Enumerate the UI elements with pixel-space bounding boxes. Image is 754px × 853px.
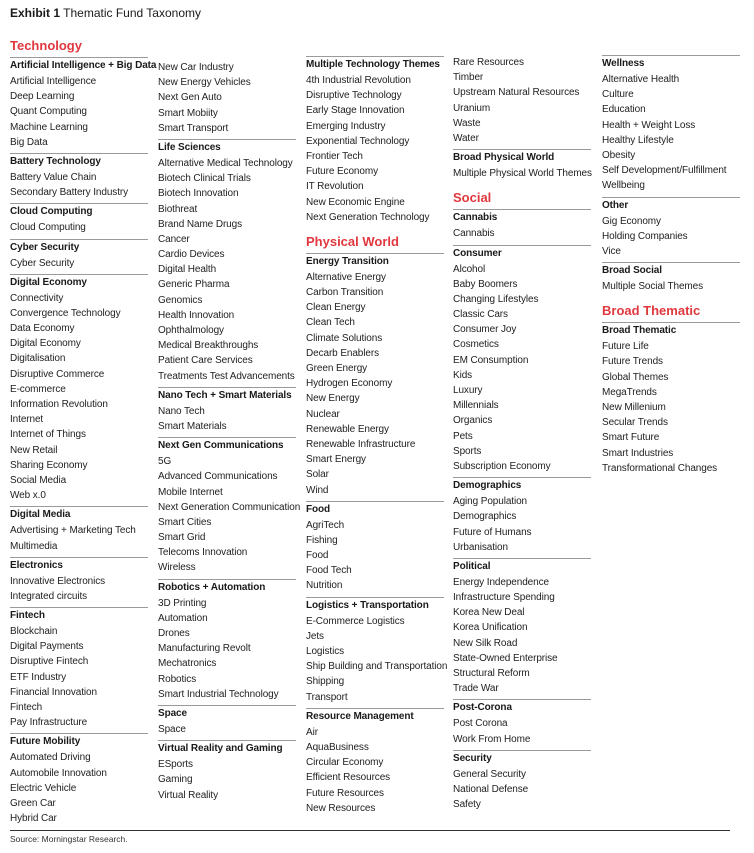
theme-item: New Economic Engine (306, 196, 405, 208)
theme-item: Nuclear (306, 408, 340, 420)
theme-group-nano-tech-smart-materials (158, 387, 296, 437)
theme-item: Urbanisation (453, 541, 508, 553)
theme-item: Gaming (158, 774, 193, 786)
theme-group-food (306, 501, 444, 597)
theme-list (306, 725, 444, 816)
theme-item: IT Revolution (306, 181, 364, 193)
theme-item: Circular Economy (306, 757, 384, 769)
theme-item: New Resources (306, 802, 376, 814)
group-heading-food: Food (306, 501, 444, 518)
theme-item: Food Tech (306, 565, 352, 577)
taxonomy-column-5 (602, 55, 740, 479)
theme-item: Safety (453, 799, 481, 811)
theme-item: Disruptive Technology (306, 90, 402, 102)
theme-item: Information Revolution (10, 399, 108, 410)
theme-item: Automation (158, 612, 208, 624)
theme-item: Vice (602, 245, 621, 257)
theme-item: Automated Driving (10, 752, 91, 764)
theme-item: Smart Future (602, 432, 660, 444)
theme-group-post-corona (453, 699, 591, 749)
theme-item: Mechatronics (158, 658, 217, 670)
theme-group-broad-thematic (602, 322, 740, 479)
theme-item: Future Life (602, 341, 649, 353)
theme-item: Secular Trends (602, 417, 668, 429)
group-heading-future-mobility: Future Mobility (10, 733, 148, 750)
group-heading-political: Political (453, 558, 591, 575)
theme-group-security (453, 750, 591, 816)
group-heading-other: Other (602, 197, 740, 214)
theme-group-cyber-security (10, 239, 148, 274)
theme-item: Cosmetics (453, 339, 499, 351)
theme-item: Medical Breakthroughs (158, 340, 259, 352)
theme-item: National Defense (453, 783, 529, 795)
theme-item: General Security (453, 768, 526, 780)
theme-item: Alternative Health (602, 74, 680, 85)
theme-item: Electric Vehicle (10, 782, 77, 794)
theme-item: Jets (306, 630, 324, 642)
theme-item: Ship Building and Transportation (306, 661, 448, 673)
theme-item: Secondary Battery Industry (10, 187, 129, 199)
theme-item: Treatments Test Advancements (158, 370, 295, 382)
theme-item: Kids (453, 369, 473, 381)
theme-group-artificial-intelligence-big-data (10, 57, 157, 153)
theme-item: MegaTrends (602, 386, 657, 398)
theme-item: Classic Cars (453, 309, 508, 321)
theme-group-wellness (602, 55, 740, 197)
theme-item: Pets (453, 430, 473, 442)
theme-item: Timber (453, 72, 484, 84)
theme-item: Waste (453, 117, 481, 129)
theme-group-continued (453, 55, 591, 149)
theme-item: Digital Economy (10, 338, 81, 350)
theme-list (602, 339, 740, 476)
theme-item: Infrastructure Spending (453, 592, 555, 604)
theme-list (10, 74, 148, 150)
theme-group-digital-media (10, 506, 148, 556)
theme-item: Digital Payments (10, 641, 84, 653)
theme-group-cloud-computing (10, 203, 148, 238)
taxonomy-column-3 (306, 56, 448, 819)
group-heading-energy-transition: Energy Transition (306, 253, 444, 270)
theme-item: Advertising + Marketing Tech (10, 525, 136, 537)
theme-item: Deep Learning (10, 91, 75, 103)
group-heading-logistics-transportation: Logistics + Transportation (306, 597, 444, 614)
theme-list (158, 596, 296, 702)
theme-item: Frontier Tech (306, 150, 363, 162)
theme-group-broad-physical-world (453, 149, 591, 184)
theme-item: Millennials (453, 400, 499, 412)
theme-item: Mobile Internet (158, 486, 223, 498)
theme-item: Internet of Things (10, 429, 86, 441)
theme-group-life-sciences (158, 139, 296, 387)
theme-group-logistics-transportation (306, 597, 448, 708)
theme-item: Renewable Energy (306, 423, 389, 435)
theme-item: Green Energy (306, 363, 368, 374)
theme-group-virtual-reality-and-gaming (158, 740, 296, 806)
theme-item: Water (453, 132, 479, 144)
theme-item: Financial Innovation (10, 686, 97, 698)
group-heading-cannabis: Cannabis (453, 209, 591, 226)
theme-item: E-Commerce Logistics (306, 615, 405, 627)
category-heading-broad-thematic: Broad Thematic (602, 303, 701, 319)
theme-item: Alternative Energy (306, 271, 386, 283)
theme-item: Health Innovation (158, 309, 235, 321)
category-heading-technology: Technology (10, 38, 82, 53)
theme-group-fintech (10, 607, 148, 733)
theme-item: Disruptive Commerce (10, 368, 105, 380)
theme-group-electronics (10, 557, 148, 607)
group-heading-security: Security (453, 750, 591, 767)
theme-item: New Energy (306, 393, 360, 405)
theme-item: Cardio Devices (158, 249, 225, 261)
exhibit-title-text: Thematic Fund Taxonomy (63, 6, 201, 20)
theme-item: Korea Unification (453, 622, 528, 634)
theme-list (158, 722, 296, 737)
taxonomy-column-4 (453, 55, 591, 815)
theme-item: Smart Transport (158, 122, 229, 134)
theme-item: Convergence Technology (10, 307, 121, 319)
theme-item: Blockchain (10, 626, 58, 638)
theme-group-consumer (453, 245, 591, 478)
theme-list (10, 750, 148, 826)
theme-item: Nano Tech (158, 405, 205, 417)
theme-item: Sharing Economy (10, 459, 88, 471)
theme-item: Quant Computing (10, 106, 87, 118)
theme-item: Generic Pharma (158, 279, 230, 291)
theme-item: Alcohol (453, 263, 486, 275)
theme-item: Digital Health (158, 264, 217, 276)
theme-item: Cloud Computing (10, 222, 86, 234)
theme-item: Smart Materials (158, 420, 227, 432)
theme-item: Machine Learning (10, 121, 88, 133)
theme-item: Hybrid Car (10, 813, 57, 825)
theme-item: Organics (453, 415, 493, 427)
group-heading-broad-physical-world: Broad Physical World (453, 149, 591, 166)
theme-item: Integrated circuits (10, 590, 88, 602)
theme-list (158, 60, 296, 136)
group-heading-resource-management: Resource Management (306, 708, 444, 725)
theme-item: Sports (453, 445, 482, 457)
theme-item: Aging Population (453, 496, 528, 508)
group-heading-post-corona: Post-Corona (453, 699, 591, 716)
theme-item: Smart Mobiity (158, 107, 218, 119)
theme-item: Telecoms Innovation (158, 547, 248, 559)
theme-item: Logistics (306, 646, 345, 657)
group-heading-digital-economy: Digital Economy (10, 274, 148, 291)
theme-item: Subscription Economy (453, 460, 551, 472)
theme-list (306, 518, 444, 594)
theme-list (10, 256, 148, 271)
theme-item: Culture (602, 89, 634, 101)
theme-item: Pay Infrastructure (10, 717, 88, 729)
theme-item: Manufacturing Revolt (158, 643, 251, 655)
exhibit-title (10, 6, 201, 20)
theme-item: Changing Lifestyles (453, 293, 539, 305)
theme-item: Demographics (453, 511, 517, 523)
theme-item: Drones (158, 628, 190, 639)
theme-item: Big Data (10, 136, 48, 148)
theme-item: E-commerce (10, 383, 66, 395)
group-heading-wellness: Wellness (602, 55, 740, 72)
theme-list (453, 767, 591, 813)
theme-item: Artificial Intelligence (10, 76, 97, 87)
taxonomy-column-2 (158, 60, 301, 806)
theme-item: Future of Humans (453, 526, 532, 538)
source-note: Source: Morningstar Research. (10, 834, 128, 844)
theme-group-other (602, 197, 740, 263)
theme-item: State-Owned Enterprise (453, 652, 558, 664)
theme-item: Solar (306, 469, 329, 481)
theme-item: Trade War (453, 683, 499, 695)
theme-item: Air (306, 726, 318, 738)
group-heading-space: Space (158, 705, 296, 722)
theme-list (306, 614, 448, 705)
theme-group-resource-management (306, 708, 444, 819)
theme-item: Next Generation Communication (158, 501, 301, 513)
theme-list (10, 291, 148, 504)
bottom-rule (10, 830, 730, 831)
theme-item: Emerging Industry (306, 120, 386, 132)
theme-item: Future Economy (306, 166, 378, 178)
theme-item: Work From Home (453, 733, 531, 745)
theme-item: Next Gen Auto (158, 92, 222, 104)
theme-list (10, 523, 148, 553)
theme-item: Patient Care Services (158, 355, 253, 367)
theme-item: New Silk Road (453, 637, 518, 649)
group-heading-life-sciences: Life Sciences (158, 139, 296, 156)
theme-item: Hydrogen Economy (306, 378, 393, 390)
theme-group-political (453, 558, 591, 700)
theme-item: Energy Independence (453, 576, 549, 588)
theme-item: Transport (306, 691, 348, 703)
group-heading-multiple-technology-themes: Multiple Technology Themes (306, 56, 444, 73)
theme-group-space (158, 705, 296, 740)
theme-item: Shipping (306, 676, 345, 688)
theme-item: Uranium (453, 102, 491, 114)
category-heading-social: Social (453, 190, 492, 206)
theme-item: AquaBusiness (306, 741, 369, 753)
theme-item: Biothreat (158, 203, 198, 215)
theme-item: Healthy Lifestyle (602, 134, 674, 146)
theme-list (158, 404, 296, 434)
group-heading-fintech: Fintech (10, 607, 148, 624)
theme-item: New Car Industry (158, 62, 234, 73)
theme-item: Transformational Changes (602, 462, 718, 474)
theme-item: Early Stage Innovation (306, 105, 405, 117)
theme-item: Efficient Resources (306, 772, 391, 784)
theme-item: Smart Industrial Technology (158, 688, 279, 700)
theme-list (158, 156, 296, 384)
theme-item: Multimedia (10, 540, 58, 552)
theme-list (453, 494, 591, 555)
theme-item: Brand Name Drugs (158, 218, 242, 230)
theme-item: Web x.0 (10, 490, 46, 502)
theme-list (158, 757, 296, 803)
theme-list (10, 574, 148, 604)
theme-item: Multiple Social Themes (602, 281, 703, 293)
theme-item: Cancer (158, 233, 190, 245)
theme-list (306, 73, 444, 225)
group-heading-consumer: Consumer (453, 245, 591, 262)
theme-item: AgriTech (306, 519, 345, 531)
theme-item: New Retail (10, 444, 58, 456)
theme-item: Korea New Deal (453, 607, 525, 619)
theme-item: Wellbeing (602, 180, 645, 192)
theme-item: Climate Solutions (306, 332, 383, 344)
theme-item: Obesity (602, 149, 636, 161)
theme-item: Self Development/Fulfillment (602, 165, 727, 177)
theme-item: Education (602, 104, 646, 116)
group-heading-cyber-security: Cyber Security (10, 239, 148, 256)
theme-list (453, 262, 591, 475)
theme-item: Future Resources (306, 787, 384, 799)
theme-item: Digitalisation (10, 353, 66, 365)
theme-item: Data Economy (10, 323, 75, 335)
theme-item: Multiple Physical World Themes (453, 168, 592, 180)
theme-item: Virtual Reality (158, 789, 219, 801)
category-heading-physical-world: Physical World (306, 233, 399, 249)
theme-item: Battery Value Chain (10, 171, 97, 183)
theme-list (602, 72, 740, 194)
theme-list (306, 270, 444, 498)
theme-item: Smart Energy (306, 454, 366, 466)
theme-item: Smart Grid (158, 532, 206, 544)
theme-item: Food (306, 550, 329, 562)
theme-item: 3D Printing (158, 597, 207, 609)
theme-item: Health + Weight Loss (602, 119, 696, 131)
taxonomy-column-1 (10, 36, 157, 829)
theme-list (453, 226, 591, 241)
group-heading-digital-media: Digital Media (10, 506, 148, 523)
theme-item: Rare Resources (453, 57, 524, 68)
theme-item: Future Trends (602, 356, 663, 368)
theme-item: Decarb Enablers (306, 347, 379, 359)
theme-item: 5G (158, 456, 172, 468)
theme-item: Upstream Natural Resources (453, 87, 580, 99)
theme-item: Smart Industries (602, 447, 674, 459)
theme-group-battery-technology (10, 153, 148, 203)
theme-item: Baby Boomers (453, 278, 518, 290)
theme-item: Smart Cities (158, 516, 212, 528)
theme-item: 4th Industrial Revolution (306, 75, 411, 86)
group-heading-virtual-reality-and-gaming: Virtual Reality and Gaming (158, 740, 296, 757)
theme-item: Ophthalmology (158, 325, 224, 336)
theme-list (453, 575, 591, 697)
theme-group-next-gen-communications (158, 437, 301, 579)
theme-group-future-mobility (10, 733, 148, 829)
group-heading-next-gen-communications: Next Gen Communications (158, 437, 296, 454)
theme-item: Robotics (158, 673, 197, 685)
theme-item: Innovative Electronics (10, 575, 106, 587)
theme-item: Consumer Joy (453, 324, 517, 336)
group-heading-cloud-computing: Cloud Computing (10, 203, 148, 220)
theme-item: Renewable Infrastructure (306, 438, 416, 450)
theme-item: Carbon Transition (306, 287, 384, 299)
theme-item: Biotech Clinical Trials (158, 173, 251, 185)
theme-item: Next Generation Technology (306, 211, 430, 223)
theme-item: Fishing (306, 534, 338, 546)
theme-list (10, 170, 148, 200)
exhibit-label: Exhibit 1 (10, 6, 61, 20)
theme-list (602, 214, 740, 260)
theme-item: Clean Tech (306, 317, 355, 329)
theme-item: Gig Economy (602, 215, 661, 227)
theme-group-broad-social (602, 262, 740, 297)
theme-item: Wireless (158, 562, 196, 574)
theme-list (453, 166, 591, 181)
theme-item: Luxury (453, 385, 483, 396)
theme-item: Post Corona (453, 718, 508, 730)
theme-item: Genomics (158, 294, 203, 306)
theme-group-demographics (453, 477, 591, 558)
theme-list (453, 55, 591, 146)
theme-item: Nutrition (306, 580, 343, 592)
theme-item: ESports (158, 759, 193, 771)
theme-group-energy-transition (306, 253, 444, 501)
theme-item: Green Car (10, 797, 56, 809)
theme-item: Wind (306, 484, 329, 496)
theme-group-continued (158, 60, 296, 139)
theme-list (602, 279, 740, 294)
theme-item: Clean Energy (306, 302, 366, 314)
theme-item: ETF Industry (10, 671, 67, 683)
theme-item: New Millenium (602, 402, 666, 413)
theme-group-cannabis (453, 209, 591, 244)
group-heading-broad-thematic: Broad Thematic (602, 322, 740, 339)
theme-item: Holding Companies (602, 230, 688, 242)
group-heading-electronics: Electronics (10, 557, 148, 574)
group-heading-robotics-automation: Robotics + Automation (158, 579, 296, 596)
theme-list (10, 624, 148, 730)
theme-item: Alternative Medical Technology (158, 157, 293, 169)
theme-item: Structural Reform (453, 668, 530, 679)
theme-item: Social Media (10, 474, 67, 486)
theme-item: Biotech Innovation (158, 188, 239, 200)
theme-item: Connectivity (10, 292, 64, 304)
theme-item: New Energy Vehicles (158, 77, 251, 89)
group-heading-artificial-intelligence-big-data: Artificial Intelligence + Big Data (10, 57, 148, 74)
theme-group-multiple-technology-themes (306, 56, 444, 228)
theme-item: Space (158, 723, 186, 735)
theme-list (10, 220, 148, 235)
theme-item: Global Themes (602, 371, 669, 383)
theme-item: Internet (10, 414, 44, 426)
theme-item: Disruptive Fintech (10, 656, 89, 668)
theme-item: Cannabis (453, 228, 495, 240)
theme-item: Exponential Technology (306, 135, 410, 147)
theme-item: Cyber Security (10, 257, 75, 269)
group-heading-broad-social: Broad Social (602, 262, 740, 279)
theme-item: Advanced Communications (158, 471, 278, 483)
theme-item: Fintech (10, 702, 43, 713)
theme-list (453, 716, 591, 746)
theme-group-digital-economy (10, 274, 148, 507)
theme-item: EM Consumption (453, 354, 529, 366)
theme-list (158, 454, 301, 576)
theme-group-robotics-automation (158, 579, 296, 705)
theme-item: Automobile Innovation (10, 767, 107, 779)
group-heading-nano-tech-smart-materials: Nano Tech + Smart Materials (158, 387, 296, 404)
group-heading-battery-technology: Battery Technology (10, 153, 148, 170)
group-heading-demographics: Demographics (453, 477, 591, 494)
